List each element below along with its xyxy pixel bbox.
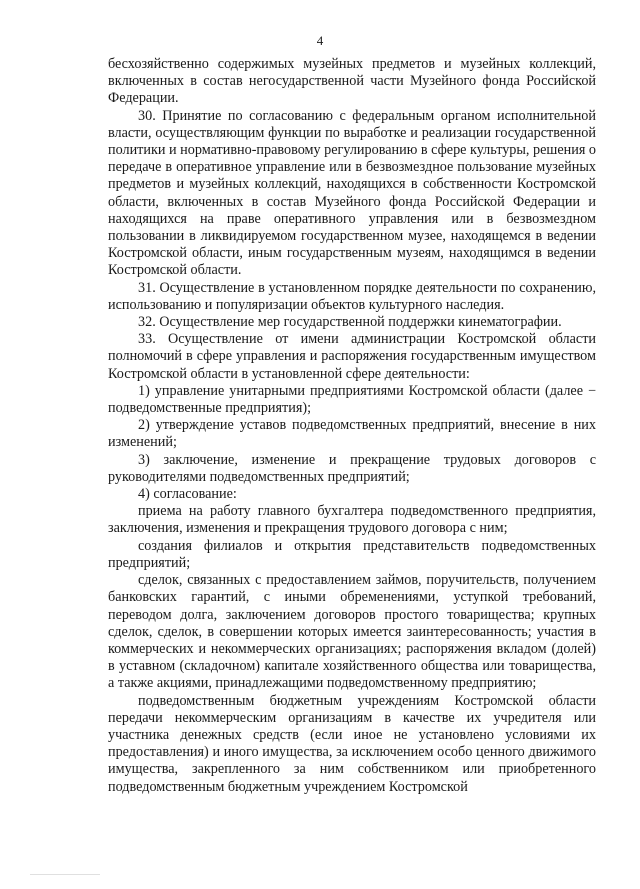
approval-chief-accountant: приема на работу главного бухгалтера подведомственного предприятия, заключения, изменения и прекращения трудового договора с ним; xyxy=(108,503,596,537)
subitem-2: 2) утверждение уставов подведомственных предприятий, внесение в них изменений; xyxy=(108,417,596,451)
approval-branches: создания филиалов и открытия представительств подведомственных предприятий; xyxy=(108,537,596,571)
paragraph-item-33: 33. Осуществление от имени администрации Костромской области полномочий в сфере управления и распоряжения государственным имуществом Костромской области в установленной сфере деятельности: xyxy=(108,331,596,382)
page-number: 4 xyxy=(316,33,324,48)
subitem-1: 1) управление унитарными предприятиями Костромской области (далее − подведомственные предприятия); xyxy=(108,382,596,417)
paragraph-item-30: 30. Принятие по согласованию с федеральным органом исполнительной власти, осуществляющим функции по выработке и реализации государственной политики и нормативно-правовому регулированию в сфере культуры, решения о передаче в оперативное управление или в безвозмездное пользование музейных предметов и музейных коллекций, находящихся в собственности Костромской области, включенных в состав Музейного фонда Российской Федерации и находящихся на праве оперативного управления или в безвозмездном пользовании в ликвидируемом государственном музее, находящемся в ведении Костромской области, иным государственным музеям, находящимся в ведении Костромской области. xyxy=(108,107,596,279)
approval-transactions: сделок, связанных с предоставлением займов, поручительств, получением банковских гарантий, с иными обременениями, уступкой требований, переводом долга, заключением договоров простого товарищества; крупных сделок, сделок, в совершении которых имеется заинтересованность; участия в коммерческих и некоммерческих организациях; распоряжения вкладом (долей) в уставном (складочном) капитале хозяйственного общества или товарищества, а также акциями, принадлежащими подведомственному предприятию; xyxy=(108,572,596,692)
document-body xyxy=(108,56,596,796)
scan-artifact-line xyxy=(30,874,100,875)
paragraph-continuation: бесхозяйственно содержимых музейных предметов и музейных коллекций, включенных в состав негосударственной части Музейного фонда Российской Федерации. xyxy=(108,56,596,107)
paragraph-item-32: 32. Осуществление мер государственной поддержки кинематографии. xyxy=(138,314,562,331)
subitem-3: 3) заключение, изменение и прекращение трудовых договоров с руководителями подведомственных предприятий; xyxy=(108,451,596,485)
subitem-4: 4) согласование: xyxy=(138,486,237,503)
approval-budget-institutions: подведомственным бюджетным учреждениям Костромской области передачи некоммерческим организациям в качестве их учредителя или участника денежных средств (если иное не установлено условиями их предоставления) и иного имущества, за исключением особо ценного движимого имущества, закрепленного за ним собственником или приобретенного подведомственным бюджетным учреждением Костромской xyxy=(108,692,596,795)
paragraph-item-31: 31. Осуществление в установленном порядке деятельности по сохранению, использованию и популяризации объектов культурного наследия. xyxy=(108,279,596,313)
